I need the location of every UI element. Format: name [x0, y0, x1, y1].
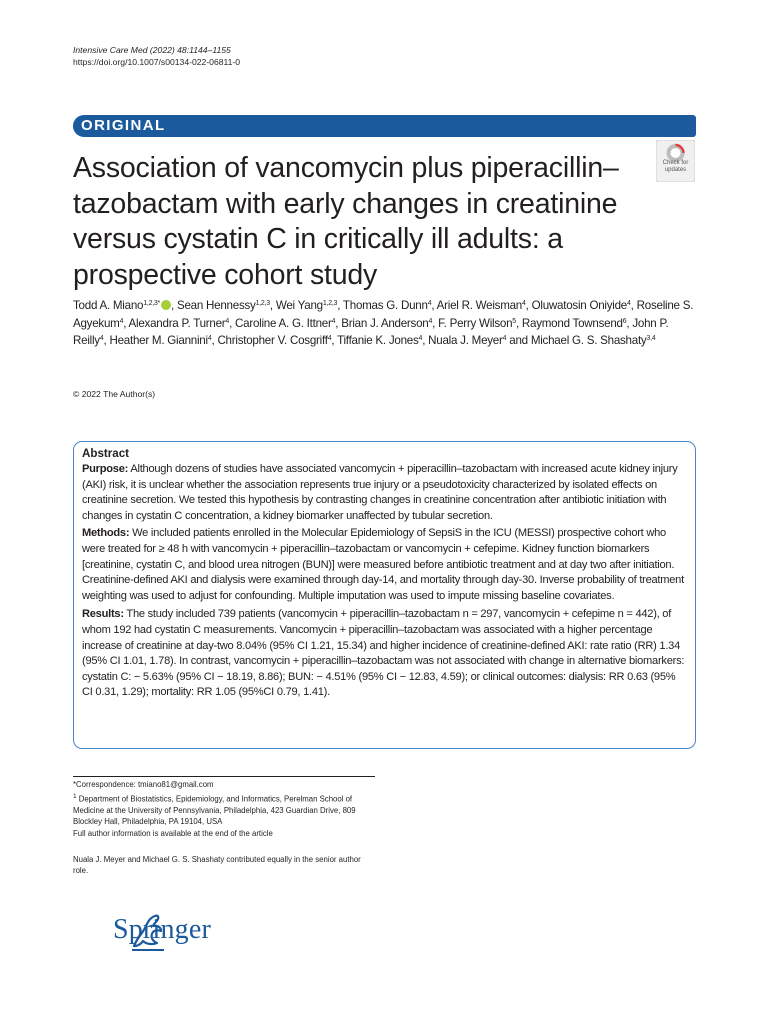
- author-name: Heather M. Giannini: [109, 334, 208, 347]
- author: [531, 334, 656, 347]
- author-affiliation-mark: 4: [627, 300, 631, 307]
- author: [235, 317, 341, 330]
- springer-logo-text: Springer: [113, 914, 212, 945]
- author-separator: ,: [331, 334, 338, 347]
- full-author-info-note: Full author information is available at the end of the article: [73, 828, 273, 838]
- author-affiliation-mark: 4: [418, 335, 423, 342]
- affiliation-note: [73, 791, 375, 828]
- author-separator: ,: [171, 299, 177, 312]
- author-separator: and: [506, 334, 531, 347]
- author-affiliation-mark: 4: [427, 300, 432, 307]
- author-affiliation-mark: 4: [502, 335, 507, 342]
- author: [532, 299, 637, 312]
- author: [438, 317, 522, 330]
- abstract-methods: [82, 526, 687, 604]
- author-name: Nuala J. Meyer: [428, 334, 503, 347]
- author-name: Oluwatosin Oniyide: [531, 299, 628, 312]
- author-name: Caroline A. G. Ittner: [235, 316, 332, 330]
- author-affiliation-mark: 4: [428, 317, 433, 325]
- abstract-heading: Abstract: [82, 447, 130, 460]
- affiliation-text: Department of Biostatistics, Epidemiology, and Informatics, Perelman School of Medicine at the University of Pennsylvania, Philadelphia, 423 Guardian Drive, 809 Blockley Hall, Philadelphia, PA 19104, USA: [73, 794, 356, 827]
- author-separator: ,: [422, 334, 429, 347]
- author: [522, 317, 632, 330]
- author: [341, 317, 438, 330]
- author-separator: ,: [123, 316, 129, 330]
- author-name: Brian J. Anderson: [341, 316, 429, 330]
- purpose-text: Although dozens of studies have associated vancomycin + piperacillin–tazobactam with increased acute kidney injury (AKI) risk, it is unclear whether the association represents true injury or a pseudotoxicity characterized by isolated effects on creatinine secretion. We tested this hypothesis by contrasting changes in creatinine concentration after antibiotic initiation with changes in cystatin C concentration, a kidney biomarker unaffected by tubular secretion.: [82, 463, 678, 522]
- author: [428, 334, 531, 347]
- abstract-purpose: [82, 462, 687, 524]
- article-title: Association of vancomycin plus piperacillin–tazobactam with early changes in creatinine versus cystatin C in critically ill adults: a prospective cohort study: [73, 152, 619, 291]
- author-name: Todd A. Miano: [73, 299, 144, 312]
- author-affiliation-mark: 1,2,3: [322, 300, 338, 307]
- author-separator: ,: [525, 299, 532, 312]
- author: [109, 334, 217, 347]
- author-affiliation-mark: 4: [99, 335, 104, 342]
- author-affiliation-mark: 4: [327, 335, 332, 342]
- author-affiliation-mark: 6: [622, 317, 627, 325]
- author-separator: ,: [337, 299, 343, 312]
- author-name: Wei Yang: [275, 299, 323, 312]
- author-separator: ,: [211, 334, 218, 347]
- footnotes: [73, 776, 375, 877]
- check-for-updates-label: Check for updates: [662, 160, 689, 173]
- author-affiliation-mark: 4: [207, 335, 212, 342]
- author-name: F. Perry Wilson: [438, 316, 513, 330]
- author-separator: ,: [335, 316, 342, 330]
- author-separator: ,: [630, 299, 637, 312]
- methods-text: We included patients enrolled in the Molecular Epidemiology of SepsiS in the ICU (MESSI) prospective cohort who were treated for ≥ 48 h with vancomycin + piperacillin–tazobactam or vancomycin + cefepime. Kidney function biomarkers [creatinine, cystatin C, and blood urea nitrogen (BUN)] were measured before antibiotic treatment and at day two after initiation. Creatinine-defined AKI and dialysis were examined through day-14, and mortality through day-30. Inverse probability of treatment weighting was used to adjust for confounding. Multiple imputation was used to impute missing baseline covariates.: [82, 527, 684, 602]
- author-affiliation-mark: 3,4: [646, 335, 656, 342]
- author-affiliation-mark: 1,2,3: [255, 300, 270, 307]
- author-name: Michael G. S. Shashaty: [530, 334, 647, 347]
- copyright-notice: © 2022 The Author(s): [73, 389, 156, 399]
- abstract-results: [82, 607, 687, 701]
- author-name: Ariel R. Weisman: [436, 299, 523, 312]
- author-separator: ,: [103, 334, 110, 347]
- article-type-banner: [73, 115, 696, 137]
- author-name: John P. Reilly: [73, 316, 669, 347]
- doi-link[interactable]: https://doi.org/10.1007/s00134-022-06811-0: [73, 57, 241, 67]
- journal-citation: Intensive Care Med (2022) 48:1144–1155: [73, 45, 231, 55]
- article-type-label: ORIGINAL: [81, 117, 166, 134]
- author-affiliation-mark: 4: [119, 317, 124, 325]
- author-separator: ,: [626, 316, 633, 330]
- author-name: Sean Hennessy: [176, 299, 256, 312]
- author-list: [73, 297, 698, 350]
- author: [73, 299, 177, 312]
- author: [177, 299, 276, 312]
- abstract-box: [73, 441, 696, 749]
- methods-label: Methods:: [82, 527, 130, 540]
- results-label: Results:: [82, 608, 124, 621]
- correspondence-note: *Correspondence: tmiano81@gmail.com: [73, 780, 214, 789]
- author-name: Thomas G. Dunn: [342, 299, 428, 312]
- author-name: Tiffanie K. Jones: [337, 334, 419, 347]
- author: [217, 334, 337, 347]
- author-affiliation-mark: 1,2,3*: [143, 300, 161, 307]
- author-affiliation-mark: 4: [225, 317, 230, 325]
- author: [129, 317, 235, 330]
- affiliation-mark: 1: [73, 792, 77, 800]
- journal-reference: [73, 44, 240, 68]
- results-text: The study included 739 patients (vancomycin + piperacillin–tazobactam n = 297, vancomycin + cefepime n = 442), of whom 192 had cystatin C measurements. Vancomycin + piperacillin–tazobactam was associated with a higher percentage increase of creatinine at day-two 8.04% (95% CI 1.21, 15.34) and higher incidence of creatinine-defined AKI: rate ratio (RR) 1.34 (95% CI 1.01, 1.78). In contrast, vancomycin + piperacillin–tazobactam was not associated with change in alternative biomarkers: cystatin C: − 5.63% (95% CI − 18.19, 8.86); BUN: − 4.51% (95% CI − 12.83, 4.59); or clinical outcomes: dialysis: RR 0.63 (95% CI 0.31, 1.29); mortality: RR 1.05 (95%CI 0.79, 1.41).: [82, 608, 685, 699]
- orcid-icon[interactable]: [161, 300, 171, 310]
- author: [276, 299, 343, 312]
- author-affiliation-mark: 5: [512, 317, 516, 325]
- author-name: Alexandra P. Turner: [128, 316, 226, 330]
- author-affiliation-mark: 4: [522, 300, 526, 307]
- author-name: Christopher V. Cosgriff: [217, 334, 328, 347]
- author: [437, 299, 532, 312]
- author-affiliation-mark: 4: [331, 317, 336, 325]
- author-separator: ,: [432, 316, 439, 330]
- author: [337, 334, 428, 347]
- author-name: Raymond Townsend: [521, 316, 623, 330]
- author-separator: ,: [431, 299, 437, 312]
- author-separator: ,: [269, 299, 276, 312]
- author-name: Roseline S. Agyekum: [73, 299, 694, 330]
- equal-contribution-note: Nuala J. Meyer and Michael G. S. Shashaty contributed equally in the senior author role.: [73, 854, 361, 876]
- purpose-label: Purpose:: [82, 463, 129, 475]
- author: [343, 299, 437, 312]
- author-separator: ,: [229, 316, 236, 330]
- author-separator: ,: [515, 316, 522, 330]
